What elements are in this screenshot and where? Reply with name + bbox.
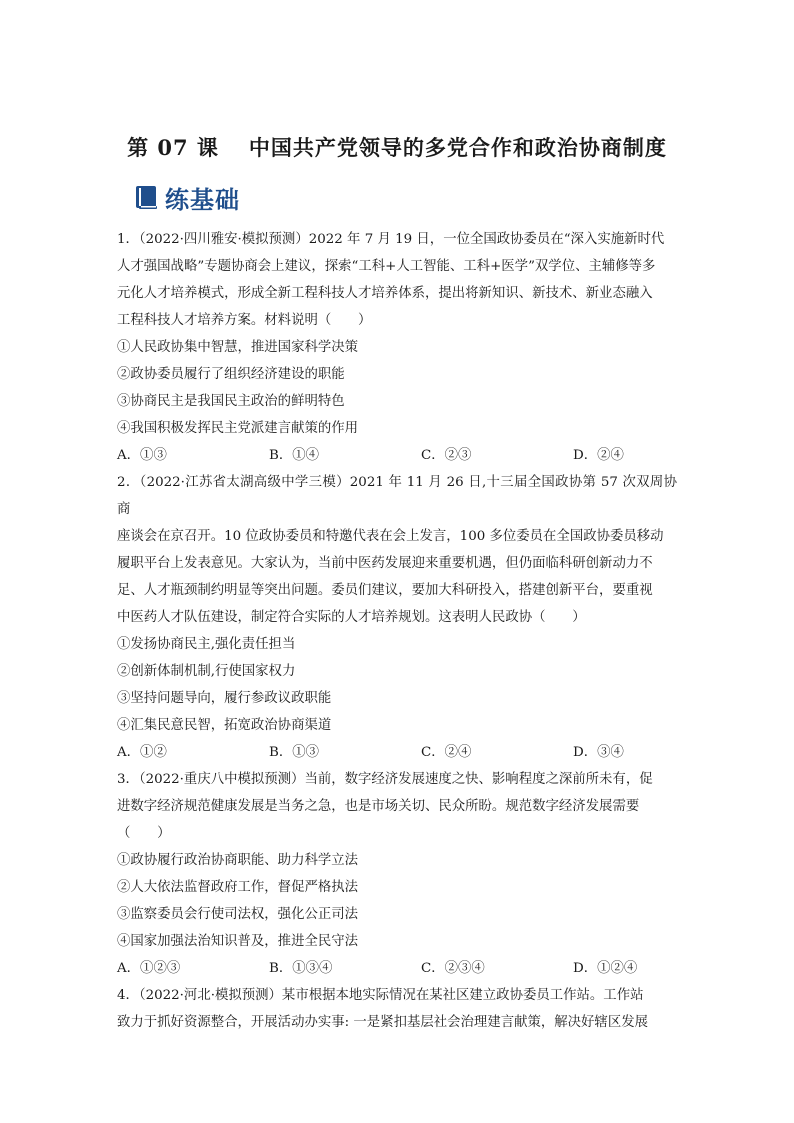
question-text-line: 工程科技人才培养方案。材料说明（ ） [117,313,372,328]
question-list [117,226,677,1036]
statement-option: ①政协履行政治协商职能、助力科学立法 [117,853,359,868]
statement-option: ③坚持问题导向，履行参政议政职能 [117,691,332,706]
answer-choices [117,739,677,766]
question-text-line: 致力于抓好资源整合，开展活动办实事: 一是紧扣基层社会治理建言献策，解决好辖区发展 [117,1015,648,1030]
statement-option: ①人民政协集中智慧，推进国家科学决策 [117,340,359,355]
choice-b: B．①③④ [269,961,333,976]
statement-option: ①发扬协商民主,强化责任担当 [117,637,296,652]
question-text-line: 4．（2022·河北·模拟预测）某市根据本地实际情况在某社区建立政协委员工作站。工作站 [117,988,644,1003]
choice-b: B．①④ [269,448,320,463]
answer-choices [117,955,677,982]
choice-d: D．①②④ [573,961,638,976]
question-1 [117,226,677,469]
question-text-line: 人才强国战略”专题协商会上建议，探索“工科+人工智能、工科+医学”双学位、主辅修等多 [117,259,656,274]
question-text-line: 中医药人才队伍建设，制定符合实际的人才培养规划。这表明人民政协（ ） [117,610,586,625]
section-header [135,180,240,215]
question-text-line: （ ） [117,826,171,841]
section-title: 练基础 [165,186,240,214]
question-text-line: 3．（2022·重庆八中模拟预测）当前，数字经济发展速度之快、影响程度之深前所未有，促 [117,772,653,787]
answer-choices [117,442,677,469]
statement-option: ③协商民主是我国民主政治的鲜明特色 [117,394,345,409]
statement-option: ④汇集民意民智，拓宽政治协商渠道 [117,718,332,733]
choice-a: A．①②③ [117,961,181,976]
choice-b: B．①③ [269,745,320,760]
choice-c: C．②③④ [421,961,485,976]
choice-c: C．②④ [421,745,472,760]
statement-option: ③监察委员会行使司法权，强化公正司法 [117,907,359,922]
book-icon [135,185,159,211]
question-4 [117,982,677,1036]
choice-c: C．②③ [421,448,472,463]
choice-d: D．②④ [573,448,624,463]
statement-option: ②创新体制机制,行使国家权力 [117,664,296,679]
question-2 [117,469,677,766]
question-text-line: 1．（2022·四川雅安·模拟预测）2022 年 7 月 19 日，一位全国政协委员在“深入实施新时代 [117,232,665,247]
question-text-line: 足、人才瓶颈制约明显等突出问题。委员们建议，要加大科研投入，搭建创新平台，要重视 [117,583,653,598]
question-text-line: 元化人才培养模式，形成全新工程科技人才培养体系，提出将新知识、新技术、新业态融入 [117,286,653,301]
statement-option: ④我国积极发挥民主党派建言献策的作用 [117,421,359,436]
statement-option: ②政协委员履行了组织经济建设的职能 [117,367,345,382]
choice-a: A．①③ [117,448,167,463]
question-text-line: 2．（2022·江苏省太湖高级中学三模）2021 年 11 月 26 日,十三届全国政协第 57 次双周协商 [117,475,677,517]
question-text-line: 座谈会在京召开。10 位政协委员和特邀代表在会上发言，100 多位委员在全国政协委员移动 [117,529,664,544]
choice-d: D．③④ [573,745,624,760]
statement-option: ②人大依法监督政府工作，督促严格执法 [117,880,359,895]
choice-a: A．①② [117,745,167,760]
question-text-line: 履职平台上发表意见。大家认为，当前中医药发展迎来重要机遇，但仍面临科研创新动力不 [117,556,653,571]
lesson-topic: 中国共产党领导的多党合作和政治协商制度 [248,135,667,160]
question-3 [117,766,677,982]
lesson-number: 第 07 课 [127,135,219,160]
question-text-line: 进数字经济规范健康发展是当务之急，也是市场关切、民众所盼。规范数字经济发展需要 [117,799,640,814]
statement-option: ④国家加强法治知识普及，推进全民守法 [117,934,359,949]
page-title [0,132,794,162]
